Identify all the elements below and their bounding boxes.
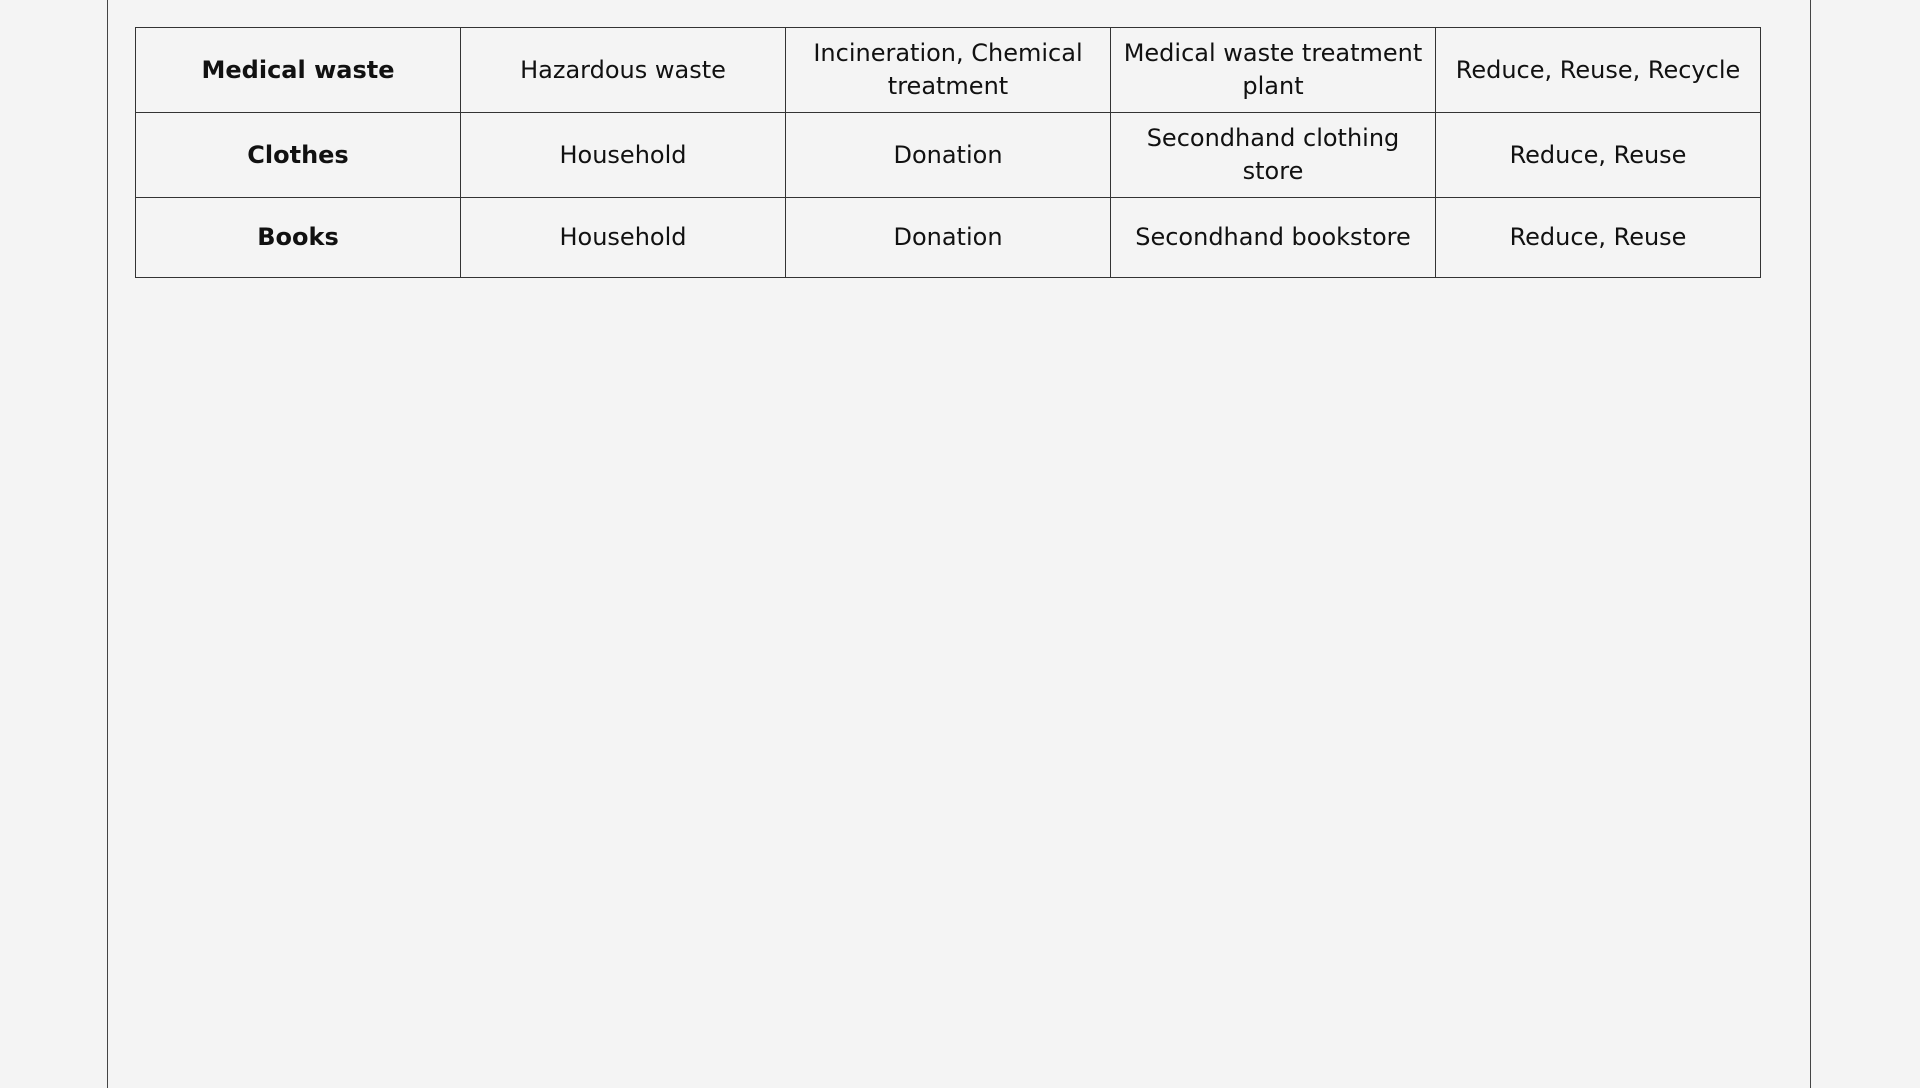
waste-type-cell: Household <box>461 113 786 198</box>
treatment-method-cell: Incineration, Chemical treatment <box>786 28 1111 113</box>
treatment-method-cell: Donation <box>786 113 1111 198</box>
table-row <box>136 28 1761 113</box>
waste-item-cell: Medical waste <box>136 28 461 113</box>
waste-type-cell: Household <box>461 198 786 278</box>
destination-cell: Secondhand bookstore <box>1111 198 1436 278</box>
destination-cell: Secondhand clothing store <box>1111 113 1436 198</box>
treatment-method-cell: Donation <box>786 198 1111 278</box>
table-row <box>136 198 1761 278</box>
waste-type-cell: Hazardous waste <box>461 28 786 113</box>
waste-item-cell: Books <box>136 198 461 278</box>
strategy-cell: Reduce, Reuse, Recycle <box>1436 28 1761 113</box>
destination-cell: Medical waste treatment plant <box>1111 28 1436 113</box>
table-row <box>136 113 1761 198</box>
waste-item-cell: Clothes <box>136 113 461 198</box>
strategy-cell: Reduce, Reuse <box>1436 113 1761 198</box>
waste-management-table <box>135 27 1761 278</box>
strategy-cell: Reduce, Reuse <box>1436 198 1761 278</box>
